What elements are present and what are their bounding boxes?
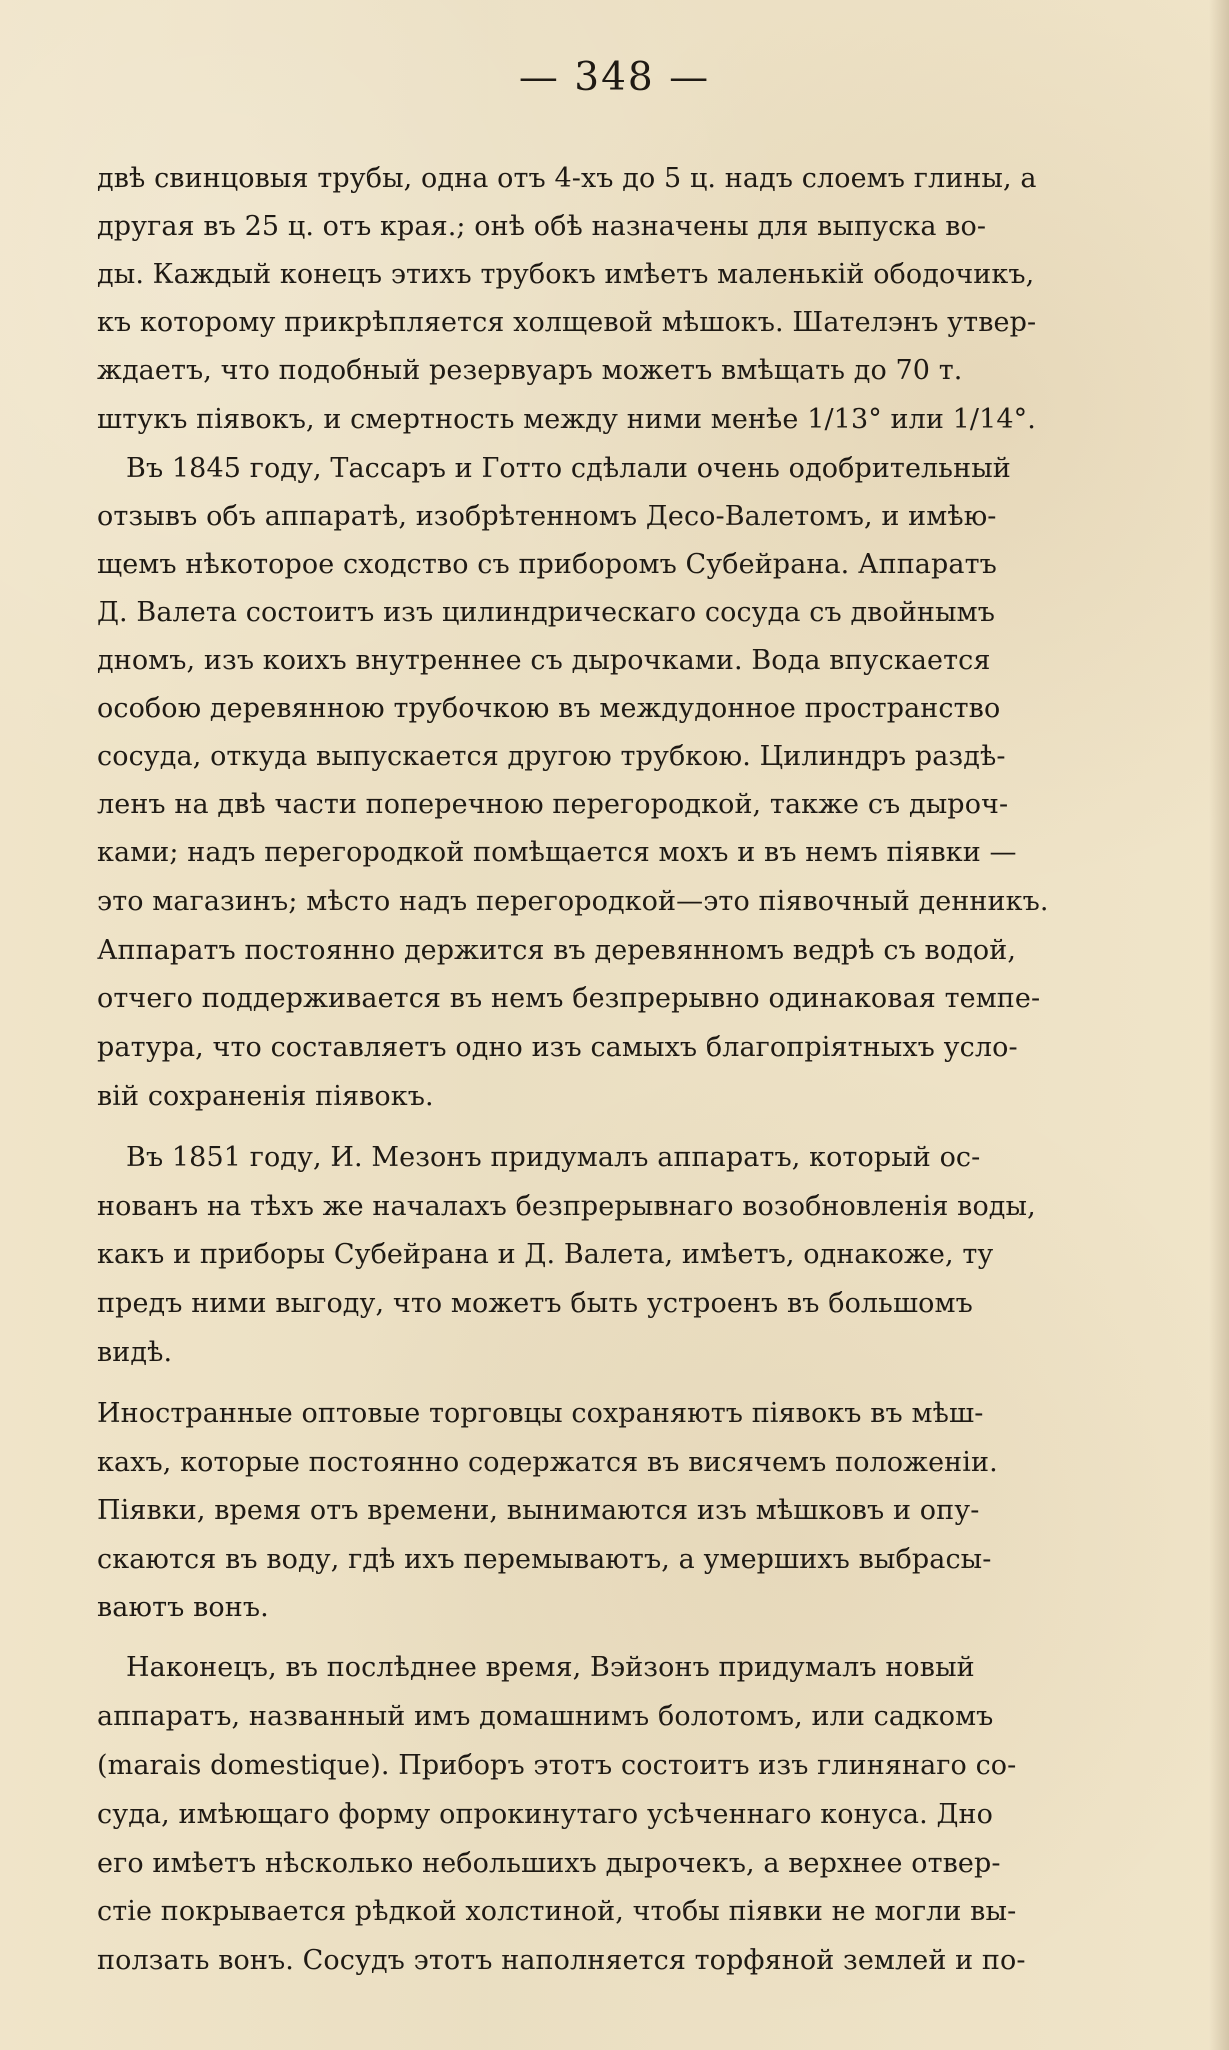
text-line: аппаратъ, названный имъ домашнимъ болотомъ, или садкомъ (97, 1701, 994, 1732)
page-number: — 348 — (518, 55, 711, 100)
text-line: щемъ нѣкоторое сходство съ приборомъ Субейрана. Аппаратъ (97, 549, 997, 580)
text-line: ками; надъ перегородкой помѣщается мохъ и въ немъ піявки — (97, 837, 1017, 868)
text-line: какъ и приборы Субейрана и Д. Валета, имѣетъ, однакоже, ту (97, 1239, 994, 1270)
text-line: штукъ піявокъ, и смертность между ними менѣе 1/13° или 1/14°. (97, 404, 1036, 435)
text-line: ждаетъ, что подобный резервуаръ можетъ вмѣщать до 70 т. (97, 355, 963, 386)
paragraph-start-line: Въ 1845 году, Тассаръ и Готто сдѣлали очень одобрительный (126, 453, 1011, 484)
text-line: Піявки, время отъ времени, вынимаются изъ мѣшковъ и опу- (97, 1495, 980, 1526)
text-line: скаются въ воду, гдѣ ихъ перемываютъ, а умершихъ выбрасы- (97, 1544, 992, 1575)
paragraph-start-line: Въ 1851 году, И. Мезонъ придумалъ аппаратъ, который ос- (126, 1142, 981, 1173)
text-line: сосуда, откуда выпускается другою трубкою. Цилиндръ раздѣ- (97, 741, 1006, 772)
text-line: ды. Каждый конецъ этихъ трубокъ имѣетъ маленькій ободочикъ, (97, 259, 1035, 290)
text-line: двѣ свинцовыя трубы, одна отъ 4-хъ до 5 ц. надъ слоемъ глины, а (97, 163, 1037, 194)
page-edge-shadow (1209, 0, 1229, 2050)
text-line: это магазинъ; мѣсто надъ перегородкой—это піявочный денникъ. (97, 886, 1049, 917)
text-line: дномъ, изъ коихъ внутреннее съ дырочками. Вода впускается (97, 645, 991, 676)
text-line: предъ ними выгоду, что можетъ быть устроенъ въ большомъ (97, 1288, 973, 1319)
text-line: отзывъ объ аппаратѣ, изобрѣтенномъ Десо-Валетомъ, и имѣю- (97, 501, 997, 532)
text-line: суда, имѣющаго форму опрокинутаго усѣченнаго конуса. Дно (97, 1799, 993, 1830)
text-line: ползать вонъ. Сосудъ этотъ наполняется торфяной землей и по- (97, 1945, 1026, 1976)
text-line: ваютъ вонъ. (97, 1592, 269, 1623)
paragraph-start-line: Иностранные оптовые торговцы сохраняютъ піявокъ въ мѣш- (97, 1398, 984, 1429)
text-line: его имѣетъ нѣсколько небольшихъ дырочекъ, а верхнее отвер- (97, 1848, 1001, 1879)
text-line: ленъ на двѣ части поперечною перегородкой, также съ дыроч- (97, 789, 1009, 820)
text-line: кахъ, которые постоянно содержатся въ висячемъ положеніи. (97, 1447, 998, 1478)
text-line: другая въ 25 ц. отъ края.; онѣ обѣ назначены для выпуска во- (97, 211, 987, 242)
text-line: нованъ на тѣхъ же началахъ безпрерывнаго возобновленія воды, (97, 1191, 1036, 1222)
text-line: особою деревянною трубочкою въ междудонное пространство (97, 693, 1001, 724)
paragraph-start-line: Наконецъ, въ послѣднее время, Вэйзонъ придумалъ новый (126, 1652, 975, 1683)
text-line: вій сохраненія піявокъ. (97, 1081, 434, 1112)
text-line: ратура, что составляетъ одно изъ самыхъ благопріятныхъ усло- (97, 1032, 1018, 1063)
text-line: видѣ. (97, 1337, 173, 1368)
text-line: Д. Валета состоитъ изъ цилиндрическаго сосуда съ двойнымъ (97, 597, 995, 628)
text-line: къ которому прикрѣпляется холщевой мѣшокъ. Шателэнъ утвер- (97, 307, 1037, 338)
text-line: отчего поддерживается въ немъ безпрерывно одинаковая темпе- (97, 983, 1041, 1014)
text-line: стіе покрывается рѣдкой холстиной, чтобы піявки не могли вы- (97, 1896, 1017, 1927)
text-line: Аппаратъ постоянно держится въ деревянномъ ведрѣ съ водой, (97, 935, 1017, 966)
text-line: (marais domestique). Приборъ этотъ состоитъ изъ глинянаго со- (97, 1750, 1017, 1781)
